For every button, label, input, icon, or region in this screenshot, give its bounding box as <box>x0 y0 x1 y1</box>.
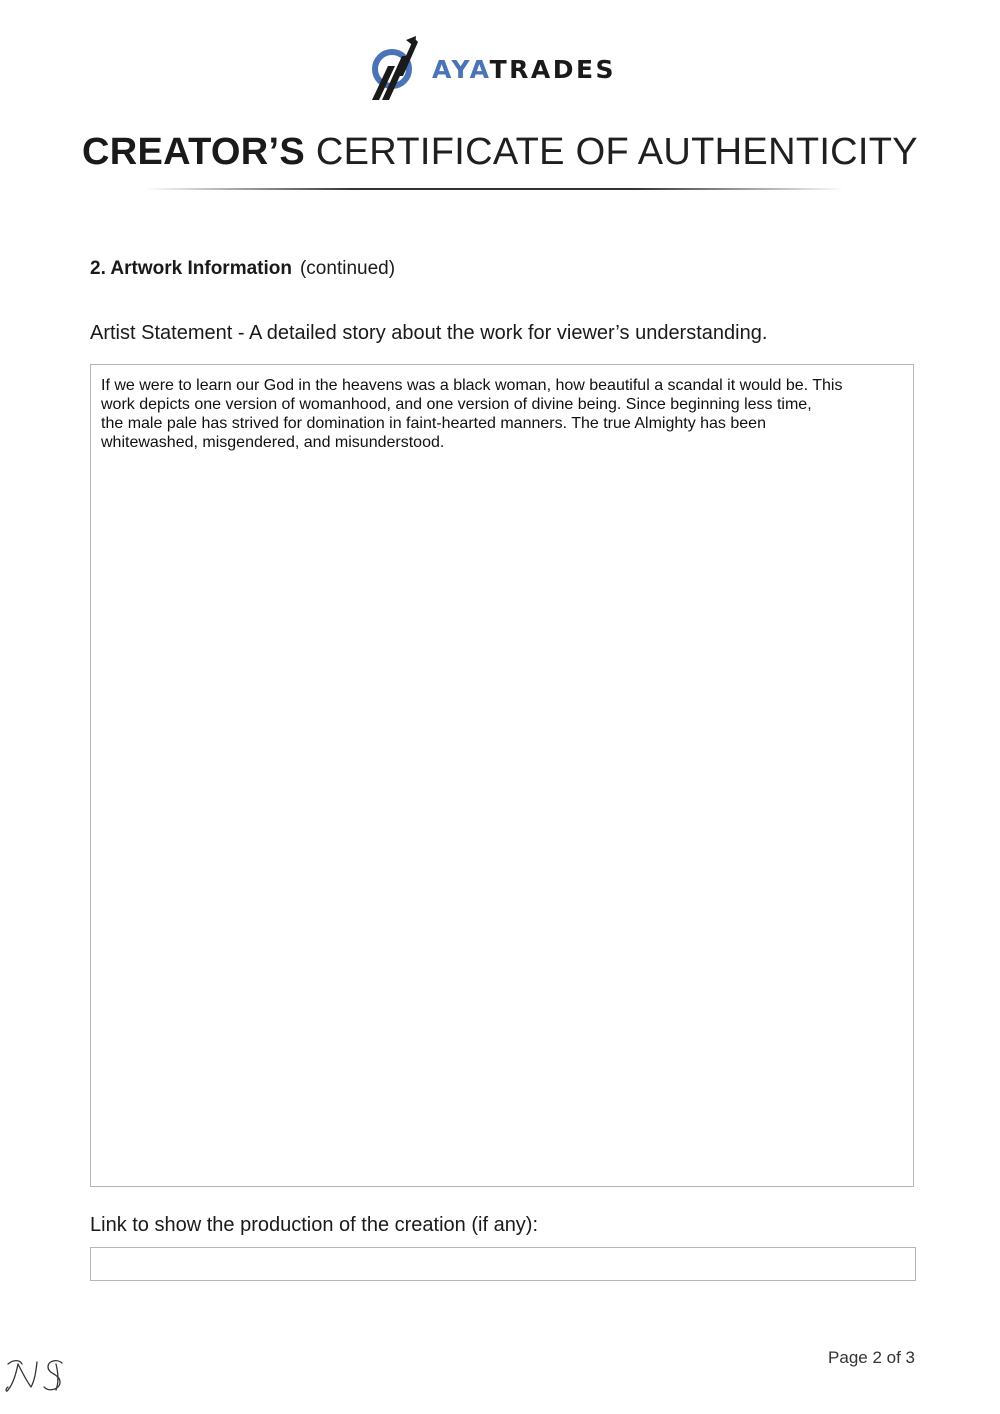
production-link-label: Link to show the production of the creation (if any): <box>90 1214 539 1236</box>
artist-statement-field[interactable] <box>90 364 914 1187</box>
section-heading <box>90 256 395 282</box>
handwritten-initials-signature <box>4 1356 70 1396</box>
brand-logo <box>368 36 616 102</box>
brand-aya: AYA <box>432 54 490 84</box>
artist-statement-label: Artist Statement - A detailed story about the work for viewer’s understanding. <box>90 322 768 344</box>
title-bold: CREATOR’S <box>82 131 306 173</box>
brand-wordmark <box>432 55 616 84</box>
section-heading-continued: (continued) <box>299 258 396 279</box>
production-link-field[interactable] <box>90 1247 916 1281</box>
page-number: Page 2 of 3 <box>828 1348 915 1367</box>
title-rest: CERTIFICATE OF AUTHENTICITY <box>315 131 918 173</box>
ayatrades-logo-icon <box>368 36 418 102</box>
section-heading-title: 2. Artwork Information <box>90 258 292 279</box>
title-divider <box>145 188 845 190</box>
artist-statement-text: If we were to learn our God in the heavens was a black woman, how beautiful a scandal it would be. This work depicts one version of womanhood, and one version of divine being. Since beginning less time, the male pale has strived for domination in faint-hearted manners. The true Almighty has been whitewashed, misgendered, and misunderstood. <box>101 377 843 451</box>
document-title <box>0 128 1000 176</box>
brand-trades: TRADES <box>489 54 617 84</box>
